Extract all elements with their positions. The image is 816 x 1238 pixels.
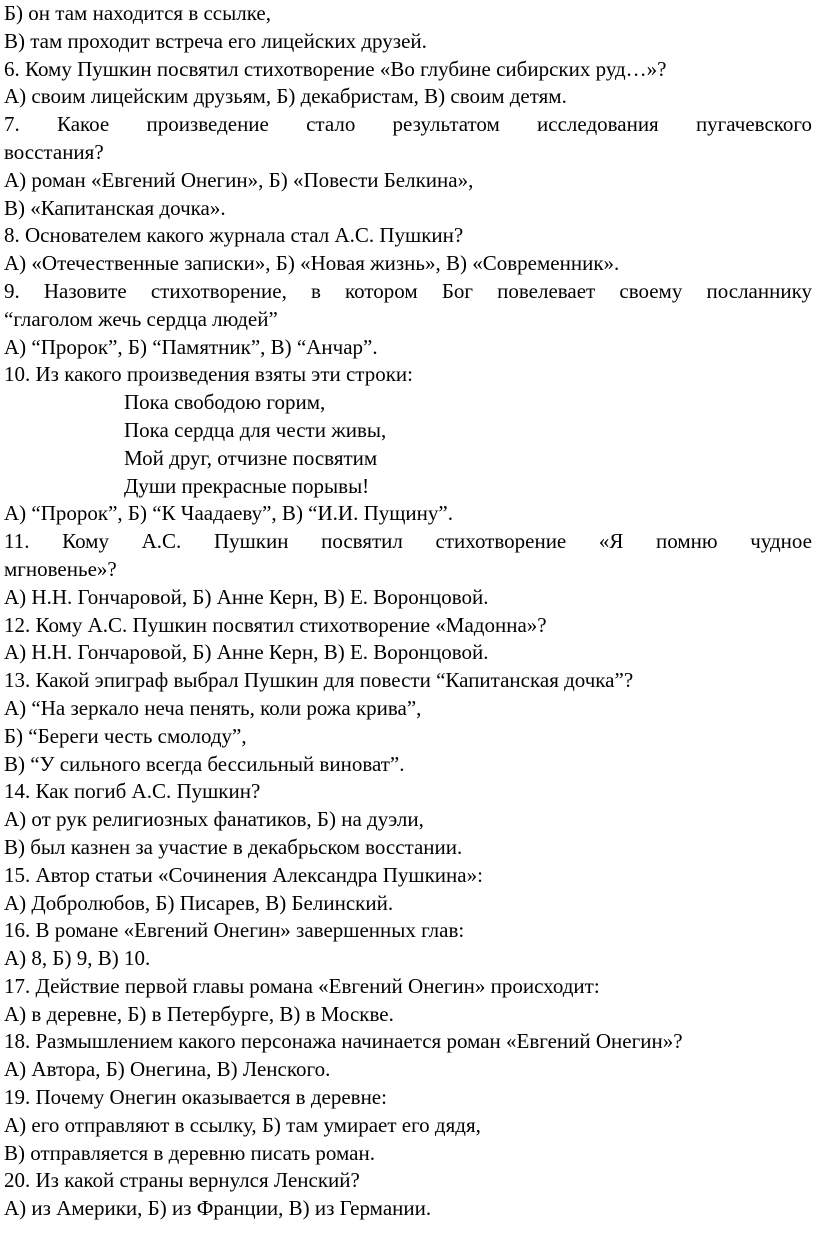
question-6: 6. Кому Пушкин посвятил стихотворение «Во глубине сибирских руд…»? bbox=[4, 56, 667, 81]
question-10: 10. Из какого произведения взяты эти строки: bbox=[4, 362, 414, 387]
answer-line: А) Н.Н. Гончаровой, Б) Анне Керн, В) Е. Воронцовой. bbox=[4, 640, 489, 665]
answer-line: А) “Пророк”, Б) “К Чаадаеву”, В) “И.И. Пущину”. bbox=[4, 501, 453, 526]
answer-line: В) был казнен за участие в декабрьском восстании. bbox=[4, 834, 463, 859]
answer-line: А) “Пророк”, Б) “Памятник”, В) “Анчар”. bbox=[4, 334, 378, 359]
answer-line: А) “На зеркало неча пенять, коли рожа крива”, bbox=[4, 695, 422, 720]
verse-line: Мой друг, отчизне посвятим bbox=[124, 445, 378, 470]
verse-line: Пока сердца для чести живы, bbox=[124, 417, 387, 442]
verse-line: Пока свободою горим, bbox=[124, 390, 326, 415]
answer-line: Б) “Береги честь смолоду”, bbox=[4, 723, 247, 748]
answer-line: А) Добролюбов, Б) Писарев, В) Белинский. bbox=[4, 890, 394, 915]
answer-line: В) отправляется в деревню писать роман. bbox=[4, 1140, 375, 1165]
answer-line: А) 8, Б) 9, В) 10. bbox=[4, 946, 151, 971]
question-20: 20. Из какой страны вернулся Ленский? bbox=[4, 1168, 360, 1193]
answer-line: А) в деревне, Б) в Петербурге, В) в Москве. bbox=[4, 1001, 394, 1026]
answer-line: В) “У сильного всегда бессильный виноват”. bbox=[4, 751, 405, 776]
verse-line: Души прекрасные порывы! bbox=[124, 473, 370, 498]
answer-line: А) роман «Евгений Онегин», Б) «Повести Белкина», bbox=[4, 167, 474, 192]
answer-line: В) «Капитанская дочка». bbox=[4, 195, 226, 220]
question-8: 8. Основателем какого журнала стал А.С. Пушкин? bbox=[4, 223, 464, 248]
answer-line: А) Н.Н. Гончаровой, Б) Анне Керн, В) Е. Воронцовой. bbox=[4, 584, 489, 609]
question-15: 15. Автор статьи «Сочинения Александра Пушкина»: bbox=[4, 862, 483, 887]
answer-line: А) «Отечественные записки», Б) «Новая жизнь», В) «Современник». bbox=[4, 251, 620, 276]
question-13: 13. Какой эпиграф выбрал Пушкин для повести “Капитанская дочка”? bbox=[4, 668, 634, 693]
question-19: 19. Почему Онегин оказывается в деревне: bbox=[4, 1085, 387, 1110]
answer-line: А) из Америки, Б) из Франции, В) из Германии. bbox=[4, 1196, 432, 1221]
answer-line: В) там проходит встреча его лицейских друзей. bbox=[4, 28, 427, 53]
question-11-cont: мгновенье»? bbox=[4, 556, 117, 581]
question-7: 7. Какое произведение стало результатом исследования пугачевского bbox=[4, 112, 812, 137]
question-9: 9. Назовите стихотворение, в котором Бог повелевает своему посланнику bbox=[4, 278, 812, 303]
answer-line: А) от рук религиозных фанатиков, Б) на дуэли, bbox=[4, 807, 424, 832]
question-16: 16. В романе «Евгений Онегин» завершенных глав: bbox=[4, 918, 465, 943]
answer-line: А) своим лицейским друзьям, Б) декабристам, В) своим детям. bbox=[4, 84, 567, 109]
answer-line: А) Автора, Б) Онегина, В) Ленского. bbox=[4, 1057, 331, 1082]
question-12: 12. Кому А.С. Пушкин посвятил стихотворение «Мадонна»? bbox=[4, 612, 547, 637]
answer-line: А) его отправляют в ссылку, Б) там умирает его дядя, bbox=[4, 1112, 481, 1137]
question-11: 11. Кому А.С. Пушкин посвятил стихотворение «Я помню чудное bbox=[4, 529, 812, 554]
question-9-cont: “глаголом жечь сердца людей” bbox=[4, 306, 278, 331]
question-17: 17. Действие первой главы романа «Евгений Онегин» происходит: bbox=[4, 973, 600, 998]
question-14: 14. Как погиб А.С. Пушкин? bbox=[4, 779, 261, 804]
question-18: 18. Размышлением какого персонажа начинается роман «Евгений Онегин»? bbox=[4, 1029, 683, 1054]
question-7-cont: восстания? bbox=[4, 139, 104, 164]
answer-line: Б) он там находится в ссылке, bbox=[4, 1, 271, 25]
